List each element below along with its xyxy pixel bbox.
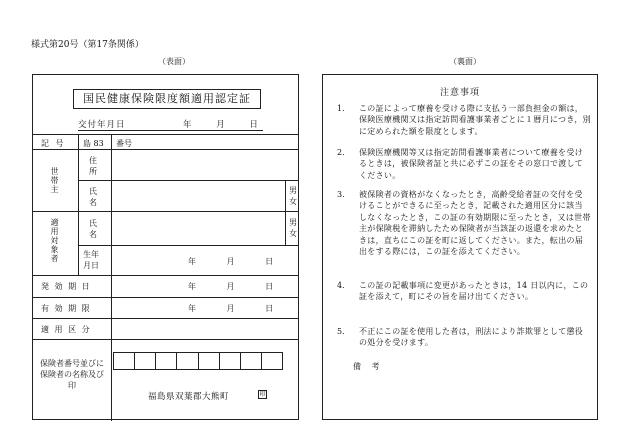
issue-date-ymd: 年 月 日 (183, 120, 258, 130)
symbol-label: 記 号 (41, 139, 64, 148)
insurer-label: 保険者番号並びに保険者の名称及び印 (40, 359, 104, 390)
seal-mark: 印 (259, 391, 266, 398)
note-item: 1． この証によって療養を受ける際に支払う一部負担金の額は，保険医療機関又は指定訪問看護事業者ごとに１暦月につき，別に定められた額を限度とします。 (337, 104, 591, 136)
back-side-label: （裏面） (449, 57, 481, 66)
form-number-label: 様式第20号（第17条関係） (31, 40, 144, 50)
back-card (322, 74, 598, 420)
number-label: 番号 (116, 139, 132, 148)
effective-date-label: 発 効 期 日 (41, 282, 90, 291)
birthdate-ymd: 年 月 日 (188, 257, 274, 266)
applicant-gender: 男 女 (289, 218, 297, 238)
note-item: 3． 被保険者の資格がなくなったとき，高齢受給者証の交付を受けることができるに至ったとき，記載された適用区分に該当しなくなったとき，この証の有効期限に至ったとき，又は世帯主が保険税を滞納したため保険者が当該証の返還を求めたときは，直ちにこの証を町に返してください。また，転出の届出をする際には，この証を添えてください。 (337, 190, 591, 257)
issue-date-label: 交付年月日 (78, 120, 126, 130)
applicant-label: 適用対象者 (50, 218, 59, 263)
note-item: 4． この証の記載事項に変更があったときは，14 日以内に，この証を添えて，町にその旨を届け出てください。 (337, 281, 589, 302)
applicant-name-label: 氏名 (89, 219, 97, 239)
insurer-name: 福島県双葉郡大熊町 (148, 392, 230, 402)
expiry-ymd: 年 月 日 (188, 304, 274, 313)
birthdate-label: 生年月日 (83, 250, 99, 270)
effective-date-ymd: 年 月 日 (188, 282, 274, 291)
symbol-value: 島 83 (83, 139, 104, 148)
householder-address-label: 住所 (89, 156, 97, 176)
householder-gender: 男 女 (289, 186, 297, 206)
certificate-title: 国民健康保険限度額適用認定証 (73, 89, 261, 109)
front-card (32, 74, 299, 420)
expiry-label: 有 効 期 限 (41, 304, 90, 313)
insurer-number-boxes (113, 352, 283, 370)
category-label: 適 用 区 分 (41, 325, 90, 334)
front-side-label: （表面） (158, 57, 190, 66)
remarks-label: 備 考 (353, 362, 380, 371)
householder-label: 世帯主 (50, 167, 59, 194)
householder-name-label: 氏名 (89, 187, 97, 207)
note-item: 5． 不正にこの証を使用した者は，刑法により詐欺罪として懲役の処分を受けます。 (337, 327, 584, 348)
note-item: 2． 保険医療機関等又は指定訪問看護事業者について療養を受けるときは，被保険者証と共に必ずこの証をその窓口で渡してください。 (337, 148, 584, 180)
issue-date-line (78, 118, 263, 131)
notes-title: 注意事項 (439, 88, 480, 98)
